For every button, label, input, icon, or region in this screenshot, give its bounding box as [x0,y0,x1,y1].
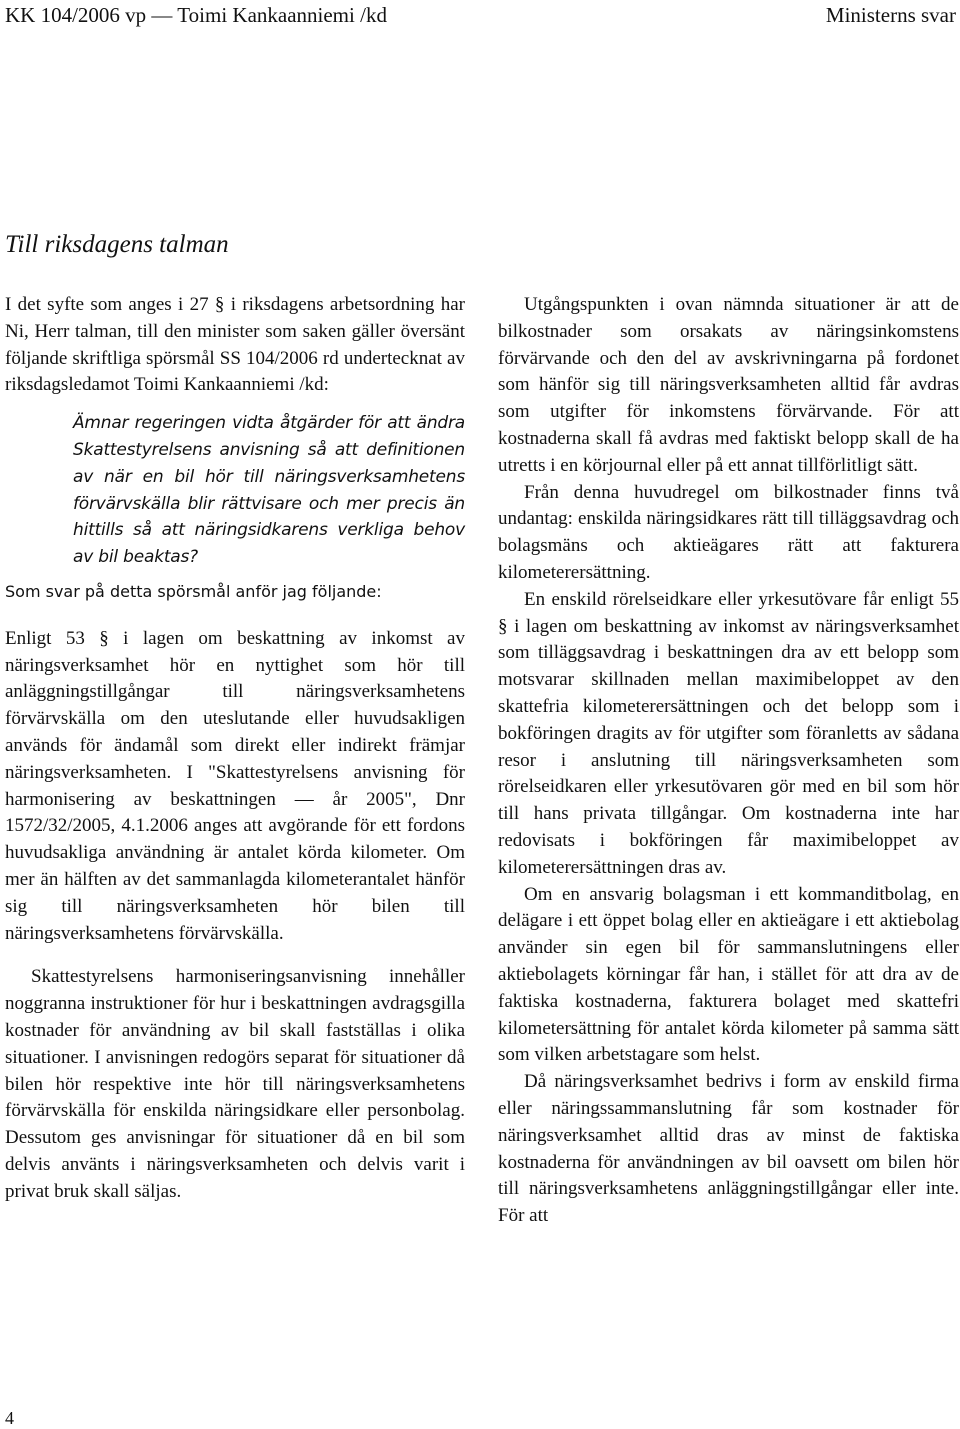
body-paragraph: Enligt 53 § i lagen om beskattning av inkomst av näringsverksamhet hör en nyttighet som hör till anläggningstillgångar till näringsverksamhetens förvärvskälla om den uteslutande eller huvudsakligen används för ändamål som direkt eller indirekt främjar näringsverksamheten. I "Skattestyrelsens anvisning för harmonisering av beskattningen — år 2005", Dnr 1572/32/2005, 4.1.2006 anges att avgörande för ett fordons huvudsakliga användning är antalet körda kilometer. Om mer än hälften av det sammanlagda kilometerantalet hänför sig till näringsverksamheten hör bilen till näringsverksamhetens förvärvskälla. [5,627,465,944]
intro-paragraph: I det syfte som anges i 27 § i riksdagens arbetsordning har Ni, Herr talman, till den minister som saken gäller översänt följande skriftliga spörsmål SS 104/2006 rd undertecknat av riksdagsledamot Toimi Kankaanniemi /kd: [5,294,465,396]
salutation-heading: Till riksdagens talman [5,231,229,258]
answer-intro: Som svar på detta spörsmål anför jag följande: [5,581,382,601]
body-paragraph: En enskild rörelseidkare eller yrkesutövare får enligt 55 § i lagen om beskattning av inkomst av näringsverksamhet som tilläggsavdrag i beskattningen dra av ett belopp som motsvarar skillnaden mellan maximibeloppet av den skattefria kilometerersättningen och det belopp som i bokföringen dragits av för utgifter som föranletts av sådana resor i anslutning till näringsverksamheten som rörelseidkaren eller yrkesutövaren gör med en bil som hör till hans privata tillgångar. Om kostnaderna inte har redovisats i bokföringen får maximibeloppet av kilometerersättningen dras av. [498,588,959,878]
left-column [5,292,465,1206]
body-paragraph: Då näringsverksamhet bedrivs i form av enskild firma eller näringssammanslutning får som kostnader för näringsverksamhet alltid dras av minst de faktiska kostnaderna för användningen av bil oavsett om bilen hör till näringsverksamhetens anläggningstillgångar eller inte. För att [498,1071,959,1227]
body-paragraph: Skattestyrelsens harmoniseringsanvisning innehåller noggranna instruktioner för hur i beskattningen avdragsgilla kostnader för användning av bil skall fastställas i olika situationer. I anvisningen redogörs separat för situationer då bilen hör respektive inte hör till näringsverksamhetens förvärvskälla för enskilda näringsidkare eller personbolag. Dessutom ges anvisningar för situationer då en bil som delvis använts i näringsverksamheten och delvis varit i privat bruk skall säljas. [5,966,465,1202]
question-text: Ämnar regeringen vidta åtgärder för att ändra Skattestyrelsens anvisning så att definitionen av när en bil hör till näringsverksamhetens förvärvskälla blir rättvisare och mer precis än hittills så att näringsidkarens verkliga behov av bil beaktas? [73,413,465,568]
body-paragraph: Från denna huvudregel om bilkostnader finns två undantag: enskilda näringsidkares rätt till tilläggsavdrag och bolagsmäns och aktieägares rätt att fakturera kilometerersättning. [498,481,959,583]
running-header-title: KK 104/2006 vp — Toimi Kankaanniemi /kd [5,3,387,27]
body-paragraph: Om en ansvarig bolagsman i ett kommanditbolag, en delägare i ett öppet bolag eller en aktieägare i ett aktiebolag använder sin egen bil för sammanslutningens eller aktiebolagets körningar får han, i stället för att dra av de faktiska kostnaderna, fakturera bolaget med skattefri kilometersättning för antalet körda kilometer på samma sätt som vilken arbetstagare som helst. [498,883,959,1066]
body-paragraph: Utgångspunkten i ovan nämnda situationer är att de bilkostnader som orsakats av näringsinkomstens förvärvande och den del av avskrivningarna på fordonet som hänför sig till näringsverksamheten alltid får avdras som utgifter för inkomstens förvärvande. För att kostnaderna skall få avdras med faktiskt belopp skall de ha utretts i en körjournal eller på ett annat tillförlitligt sätt. [498,294,959,476]
page-number: 4 [5,1408,14,1428]
right-column [498,292,959,1230]
running-header-section: Ministerns svar [825,3,956,27]
